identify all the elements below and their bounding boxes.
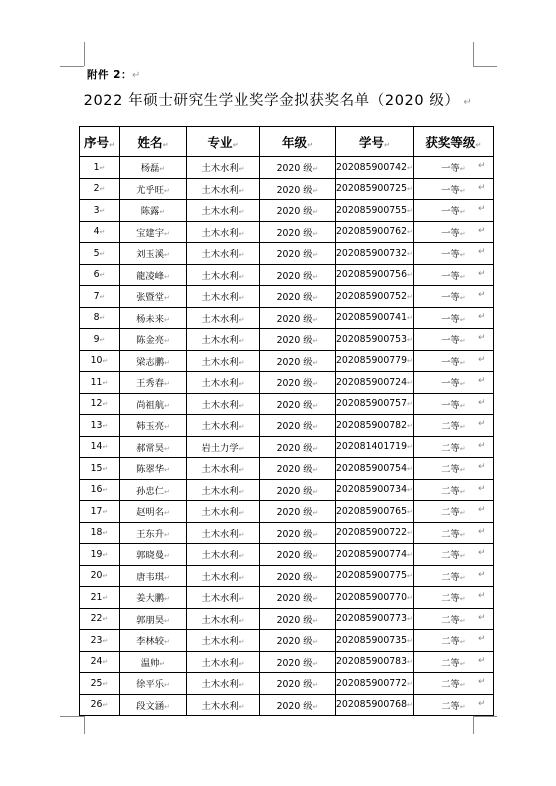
cell-name: 徐平乐↵: [120, 673, 187, 695]
cell-name: 赵明名↵: [120, 501, 187, 523]
cell-grade: 2020 级↵: [260, 372, 336, 394]
cell-grade: 2020 级↵: [260, 673, 336, 695]
cell-grade: 2020 级↵: [260, 565, 336, 587]
column-header-major: 专业↵: [187, 127, 260, 157]
row-end-mark: ↵: [478, 290, 486, 300]
cell-number: 23↵: [80, 630, 120, 652]
cell-number: 15↵: [80, 458, 120, 480]
crop-mark-bottom-right-v: [473, 716, 474, 734]
column-header-number: 序号↵: [80, 127, 120, 157]
cell-major: 土木水利↵: [187, 608, 260, 630]
cell-award-level: 一等↵: [413, 221, 493, 243]
cell-student-id: 202085900770↵: [336, 587, 414, 609]
column-header-name: 姓名↵: [120, 127, 187, 157]
row-end-mark: ↵: [478, 569, 486, 580]
cell-major: 土木水利↵: [187, 501, 260, 523]
row-end-mark: ↵: [478, 591, 486, 601]
cell-grade: 2020 级↵: [260, 307, 336, 329]
table-row: [80, 479, 494, 501]
cell-major: 土木水利↵: [187, 286, 260, 308]
cell-major: 土木水利↵: [187, 350, 260, 372]
cell-student-id: 202085900772↵: [336, 673, 414, 695]
cell-student-id: 202085900762↵: [336, 221, 414, 243]
cell-major: 土木水利↵: [187, 630, 260, 652]
row-end-mark: ↵: [478, 526, 486, 537]
row-end-mark: ↵: [478, 333, 486, 343]
cell-student-id: 202085900768↵: [336, 694, 414, 716]
cell-student-id: 202085900722↵: [336, 522, 414, 544]
column-header-grade: 年级↵: [260, 127, 336, 157]
cell-name: 韩玉亮↵: [120, 415, 187, 437]
crop-mark-bottom-left-h: [60, 716, 84, 717]
cell-number: 21↵: [80, 587, 120, 609]
cell-major: 土木水利↵: [187, 673, 260, 695]
cell-student-id: 202085900752↵: [336, 286, 414, 308]
cell-student-id: 202085900774↵: [336, 544, 414, 566]
cell-award-level: 一等↵: [413, 307, 493, 329]
cell-number: 18↵: [80, 522, 120, 544]
cell-award-level: 一等↵: [413, 243, 493, 265]
cell-award-level: 二等↵: [413, 479, 493, 501]
cell-number: 9↵: [80, 329, 120, 351]
cell-award-level: 二等↵: [413, 651, 493, 673]
cell-major: 土木水利↵: [187, 415, 260, 437]
table-row: [80, 350, 494, 372]
cell-name: 王秀春↵: [120, 372, 187, 394]
cell-grade: 2020 级↵: [260, 608, 336, 630]
row-end-mark: ↵: [478, 182, 486, 193]
cell-name: 孙忠仁↵: [120, 479, 187, 501]
cell-number: 10↵: [80, 350, 120, 372]
row-end-mark: ↵: [478, 311, 486, 322]
table-row: [80, 415, 494, 437]
cell-major: 土木水利↵: [187, 587, 260, 609]
table-row: [80, 200, 494, 222]
table-row: [80, 673, 494, 695]
cell-grade: 2020 级↵: [260, 286, 336, 308]
cell-student-id: 202085900742↵: [336, 157, 414, 179]
table-row: [80, 221, 494, 243]
cell-name: 杨未来↵: [120, 307, 187, 329]
cell-award-level: 二等↵: [413, 544, 493, 566]
cell-grade: 2020 级↵: [260, 544, 336, 566]
cell-grade: 2020 级↵: [260, 587, 336, 609]
cell-name: 尚祖航↵: [120, 393, 187, 415]
cell-name: 王东升↵: [120, 522, 187, 544]
cell-number: 6↵: [80, 264, 120, 286]
row-end-mark: ↵: [478, 677, 486, 687]
page-title: 2022 年硕士研究生学业奖学金拟获奖名单（2020 级） ↵: [83, 93, 473, 109]
cell-name: 段文涵↵: [120, 694, 187, 716]
table-row: [80, 694, 494, 716]
cell-grade: 2020 级↵: [260, 221, 336, 243]
table-row: [80, 286, 494, 308]
cell-student-id: 202085900741↵: [336, 307, 414, 329]
cell-name: 陈金亮↵: [120, 329, 187, 351]
cell-number: 22↵: [80, 608, 120, 630]
cell-name: 陈露↵: [120, 200, 187, 222]
crop-mark-top-right-h: [473, 66, 497, 67]
cell-student-id: 202085900783↵: [336, 651, 414, 673]
table-row: [80, 501, 494, 523]
cell-grade: 2020 级↵: [260, 479, 336, 501]
table-row: [80, 329, 494, 351]
cell-name: 张暨堂↵: [120, 286, 187, 308]
cell-award-level: 二等↵: [413, 673, 493, 695]
table-row: [80, 651, 494, 673]
cell-student-id: 202085900754↵: [336, 458, 414, 480]
cell-number: 24↵: [80, 651, 120, 673]
cell-grade: 2020 级↵: [260, 436, 336, 458]
cell-major: 土木水利↵: [187, 264, 260, 286]
cell-grade: 2020 级↵: [260, 630, 336, 652]
cell-award-level: 一等↵: [413, 200, 493, 222]
table-row: [80, 522, 494, 544]
cell-student-id: 202085900757↵: [336, 393, 414, 415]
cell-award-level: 一等↵: [413, 329, 493, 351]
row-end-mark: ↵: [478, 268, 486, 279]
cell-grade: 2020 级↵: [260, 200, 336, 222]
cell-award-level: 一等↵: [413, 157, 493, 179]
cell-name: 宝建宇↵: [120, 221, 187, 243]
cell-student-id: 202085900734↵: [336, 479, 414, 501]
cell-student-id: 202085900732↵: [336, 243, 414, 265]
cell-student-id: 202085900753↵: [336, 329, 414, 351]
row-end-mark: ↵: [478, 204, 486, 214]
table-row: [80, 436, 494, 458]
cell-major: 土木水利↵: [187, 178, 260, 200]
cell-award-level: 一等↵: [413, 393, 493, 415]
cell-number: 11↵: [80, 372, 120, 394]
cell-student-id: 202085900756↵: [336, 264, 414, 286]
cell-number: 20↵: [80, 565, 120, 587]
column-header-student-id: 学号↵: [336, 127, 414, 157]
cell-number: 13↵: [80, 415, 120, 437]
cell-grade: 2020 级↵: [260, 243, 336, 265]
cell-number: 14↵: [80, 436, 120, 458]
table-row: [80, 243, 494, 265]
cell-name: 唐韦琪↵: [120, 565, 187, 587]
cell-grade: 2020 级↵: [260, 329, 336, 351]
cell-award-level: 二等↵: [413, 694, 493, 716]
crop-mark-top-left-h: [60, 66, 84, 67]
table-row: [80, 178, 494, 200]
cell-name: 郝常昊↵: [120, 436, 187, 458]
cell-student-id: 202085900779↵: [336, 350, 414, 372]
cell-award-level: 二等↵: [413, 630, 493, 652]
cell-award-level: 一等↵: [413, 372, 493, 394]
crop-mark-top-left-v: [84, 42, 85, 66]
table-row: [80, 458, 494, 480]
cell-name: 杨磊↵: [120, 157, 187, 179]
cell-award-level: 二等↵: [413, 415, 493, 437]
cell-name: 姜大鹏↵: [120, 587, 187, 609]
cell-major: 土木水利↵: [187, 200, 260, 222]
cell-award-level: 二等↵: [413, 436, 493, 458]
cell-student-id: 202085900755↵: [336, 200, 414, 222]
cell-grade: 2020 级↵: [260, 393, 336, 415]
cell-major: 土木水利↵: [187, 393, 260, 415]
cell-major: 土木水利↵: [187, 522, 260, 544]
cell-grade: 2020 级↵: [260, 157, 336, 179]
cell-number: 19↵: [80, 544, 120, 566]
cell-number: 5↵: [80, 243, 120, 265]
cell-major: 岩土力学↵: [187, 436, 260, 458]
cell-name: 龍凌峰↵: [120, 264, 187, 286]
cell-number: 1↵: [80, 157, 120, 179]
cell-number: 25↵: [80, 673, 120, 695]
cell-major: 土木水利↵: [187, 458, 260, 480]
cell-number: 2↵: [80, 178, 120, 200]
cell-grade: 2020 级↵: [260, 264, 336, 286]
cell-award-level: 二等↵: [413, 458, 493, 480]
cell-major: 土木水利↵: [187, 565, 260, 587]
cell-grade: 2020 级↵: [260, 178, 336, 200]
award-list-table: [79, 126, 494, 716]
cell-award-level: 二等↵: [413, 522, 493, 544]
cell-number: 26↵: [80, 694, 120, 716]
row-end-mark: ↵: [478, 419, 486, 429]
cell-name: 刘玉溪↵: [120, 243, 187, 265]
cell-major: 土木水利↵: [187, 544, 260, 566]
crop-mark-bottom-left-v: [84, 716, 85, 734]
cell-award-level: 一等↵: [413, 178, 493, 200]
cell-student-id: 202085900765↵: [336, 501, 414, 523]
table-row: [80, 587, 494, 609]
table-row: [80, 393, 494, 415]
row-end-mark: ↵: [478, 698, 486, 709]
cell-award-level: 二等↵: [413, 565, 493, 587]
table-row: [80, 544, 494, 566]
row-end-mark: ↵: [478, 440, 486, 451]
cell-number: 7↵: [80, 286, 120, 308]
cell-award-level: 一等↵: [413, 286, 493, 308]
cell-name: 陈翠华↵: [120, 458, 187, 480]
cell-name: 尤乎旺↵: [120, 178, 187, 200]
cell-grade: 2020 级↵: [260, 415, 336, 437]
row-end-mark: ↵: [478, 483, 486, 494]
cell-name: 李林较↵: [120, 630, 187, 652]
cell-number: 16↵: [80, 479, 120, 501]
table-row: [80, 372, 494, 394]
cell-grade: 2020 级↵: [260, 522, 336, 544]
cell-major: 土木水利↵: [187, 651, 260, 673]
cell-name: 郭朋昊↵: [120, 608, 187, 630]
cell-award-level: 二等↵: [413, 608, 493, 630]
column-header-award-level: 获奖等级↵: [413, 127, 493, 157]
crop-mark-top-right-v: [473, 42, 474, 66]
cell-major: 土木水利↵: [187, 243, 260, 265]
cell-number: 17↵: [80, 501, 120, 523]
row-end-mark: ↵: [478, 655, 486, 666]
cell-student-id: 202085900782↵: [336, 415, 414, 437]
row-end-mark: ↵: [478, 354, 486, 365]
cell-award-level: 一等↵: [413, 264, 493, 286]
table-row: [80, 307, 494, 329]
cell-number: 12↵: [80, 393, 120, 415]
cell-student-id: 202085900735↵: [336, 630, 414, 652]
cell-award-level: 一等↵: [413, 350, 493, 372]
cell-name: 温帅↵: [120, 651, 187, 673]
row-end-mark: ↵: [478, 376, 486, 386]
table-row: [80, 157, 494, 179]
row-end-mark: ↵: [478, 161, 486, 171]
cell-major: 土木水利↵: [187, 694, 260, 716]
attachment-label: 附件 2：↵: [87, 69, 141, 81]
row-end-mark: ↵: [478, 247, 486, 257]
row-end-mark: ↵: [478, 397, 486, 408]
row-end-mark: ↵: [478, 548, 486, 558]
table-row: [80, 630, 494, 652]
row-end-mark: ↵: [478, 225, 486, 236]
table-row: [80, 264, 494, 286]
cell-major: 土木水利↵: [187, 479, 260, 501]
cell-major: 土木水利↵: [187, 157, 260, 179]
cell-grade: 2020 级↵: [260, 651, 336, 673]
cell-student-id: 202085900775↵: [336, 565, 414, 587]
cell-award-level: 二等↵: [413, 587, 493, 609]
cell-grade: 2020 级↵: [260, 458, 336, 480]
cell-number: 4↵: [80, 221, 120, 243]
cell-student-id: 202085900724↵: [336, 372, 414, 394]
cell-grade: 2020 级↵: [260, 694, 336, 716]
cell-student-id: 202085900725↵: [336, 178, 414, 200]
cell-major: 土木水利↵: [187, 221, 260, 243]
cell-grade: 2020 级↵: [260, 501, 336, 523]
row-end-mark: ↵: [478, 612, 486, 623]
cell-award-level: 二等↵: [413, 501, 493, 523]
table-row: [80, 608, 494, 630]
crop-mark-bottom-right-h: [473, 716, 497, 717]
cell-student-id: 202085900773↵: [336, 608, 414, 630]
row-end-mark: ↵: [478, 462, 486, 472]
cell-student-id: 202081401719↵: [336, 436, 414, 458]
cell-major: 土木水利↵: [187, 372, 260, 394]
row-end-mark: ↵: [478, 505, 486, 515]
cell-number: 3↵: [80, 200, 120, 222]
cell-name: 梁志鹏↵: [120, 350, 187, 372]
cell-name: 郭晓曼↵: [120, 544, 187, 566]
table-row: [80, 565, 494, 587]
table-header-row: [80, 127, 494, 157]
row-end-mark: ↵: [478, 634, 486, 644]
cell-grade: 2020 级↵: [260, 350, 336, 372]
cell-major: 土木水利↵: [187, 307, 260, 329]
cell-major: 土木水利↵: [187, 329, 260, 351]
cell-number: 8↵: [80, 307, 120, 329]
